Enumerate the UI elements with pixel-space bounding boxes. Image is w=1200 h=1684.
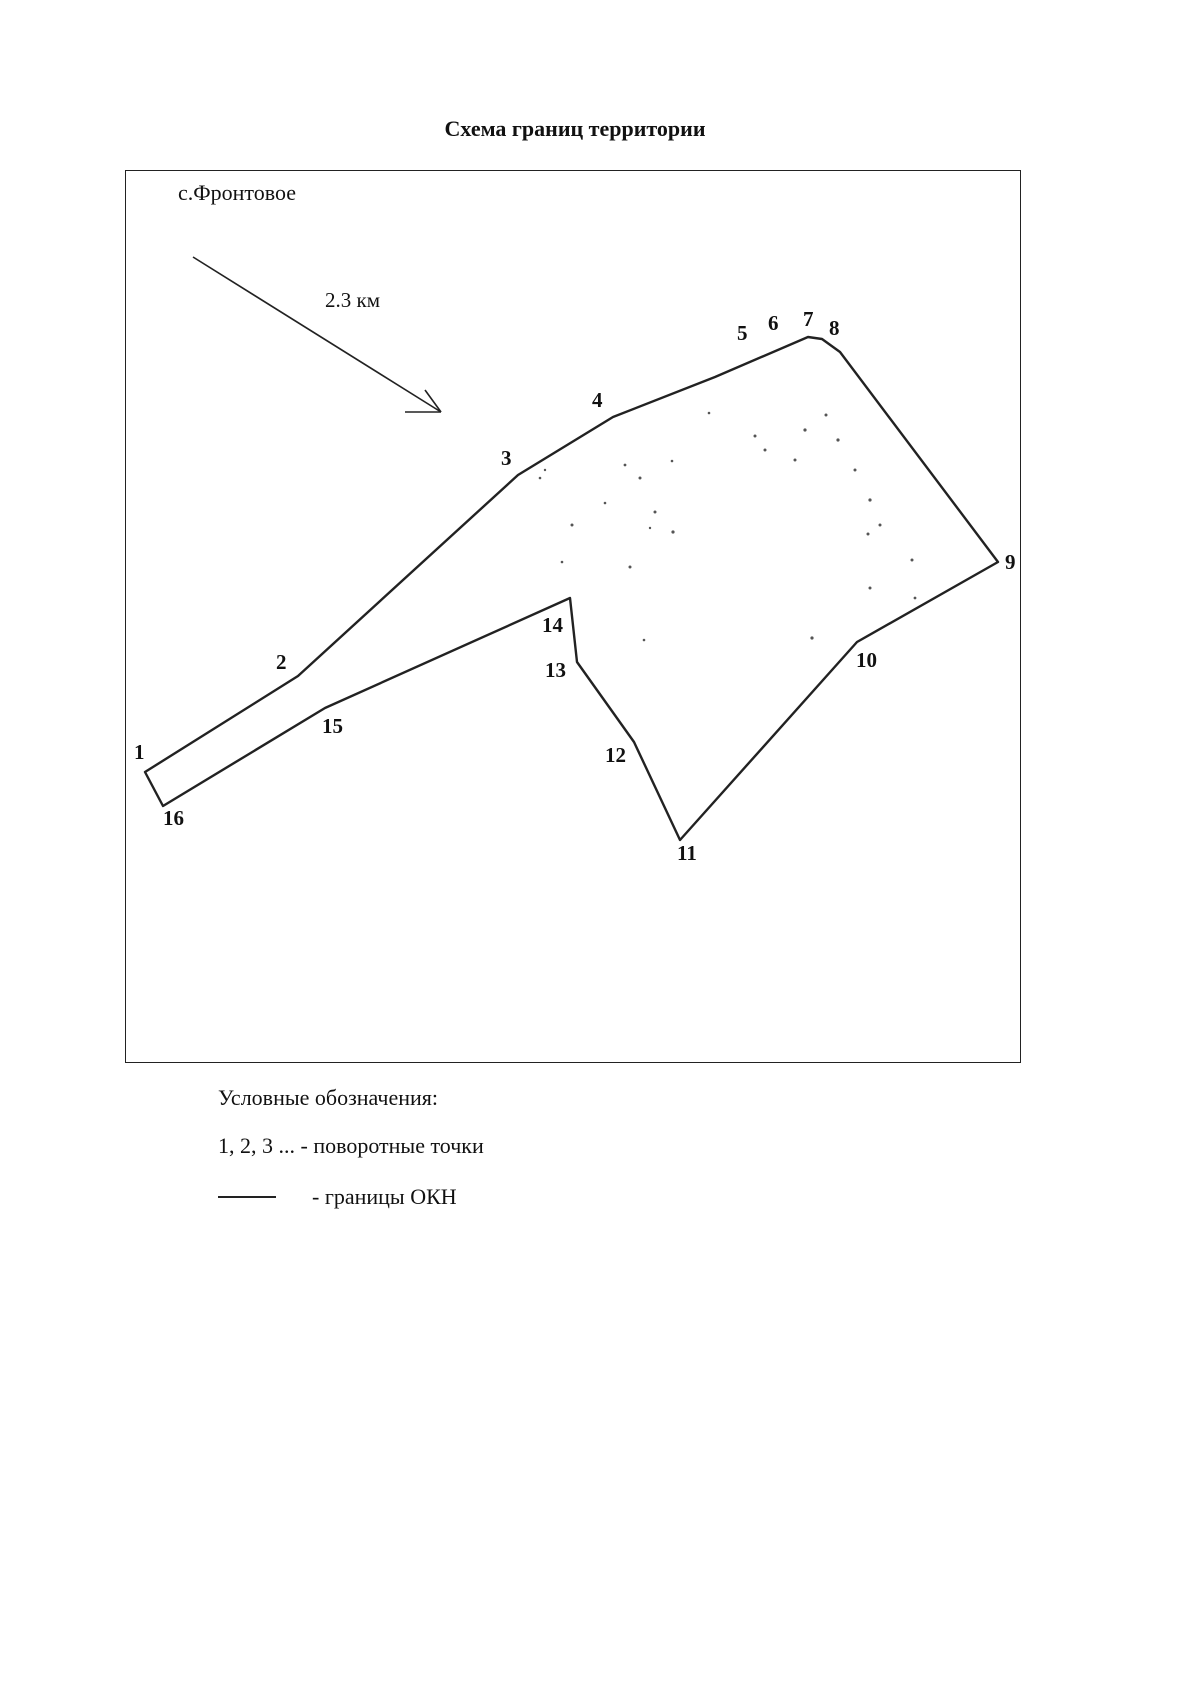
legend-line-sample	[218, 1196, 276, 1198]
point-label-1: 1	[134, 740, 145, 764]
point-label-8: 8	[829, 316, 840, 340]
distance-label: 2.3 км	[325, 288, 380, 312]
point-label-13: 13	[545, 658, 566, 682]
village-label: с.Фронтовое	[178, 180, 297, 205]
point-label-15: 15	[322, 714, 343, 738]
point-label-9: 9	[1005, 550, 1016, 574]
scheme-title: Схема границ территории	[444, 116, 706, 141]
point-label-12: 12	[605, 743, 626, 767]
point-label-10: 10	[856, 648, 877, 672]
legend-points-item: 1, 2, 3 ... - поворотные точки	[218, 1133, 484, 1158]
point-label-4: 4	[592, 388, 603, 412]
point-label-11: 11	[677, 841, 697, 865]
point-label-14: 14	[542, 613, 563, 637]
point-label-7: 7	[803, 307, 814, 331]
point-label-2: 2	[276, 650, 287, 674]
legend-heading: Условные обозначения:	[218, 1085, 439, 1110]
point-label-16: 16	[163, 806, 184, 830]
legend-line-item: - границы ОКН	[312, 1184, 457, 1209]
point-label-6: 6	[768, 311, 779, 335]
scan-speckles	[539, 412, 917, 642]
point-label-3: 3	[501, 446, 512, 470]
point-label-5: 5	[737, 321, 748, 345]
direction-arrow-icon	[193, 257, 441, 412]
